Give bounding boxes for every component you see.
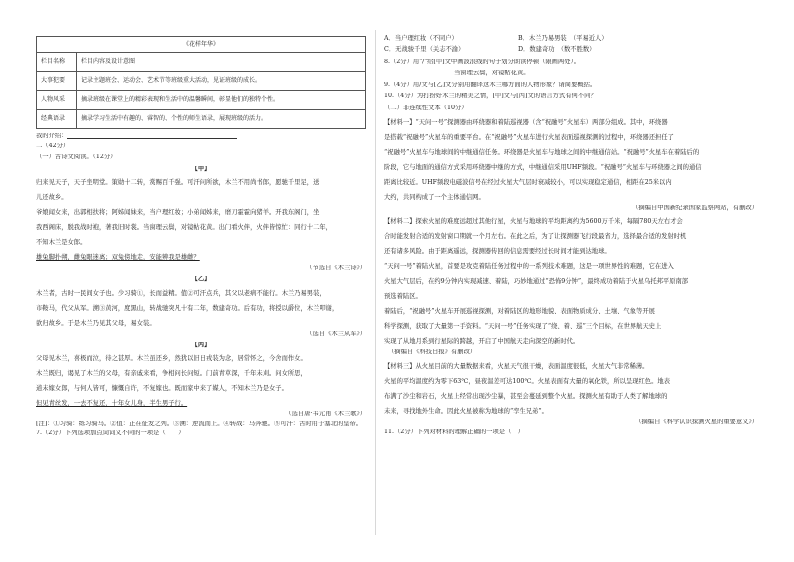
subsection-heading: （二）非连续性文本（10分） — [384, 104, 468, 111]
material-line: 着陆后，“祝融号”火星车开展巡视探测，对着陆区的地形地貌、表面物质成分、土壤、气象等开展 — [384, 308, 655, 316]
material-source: （摘编自《科技日报》有删改） — [388, 349, 477, 356]
passage-jia — [36, 175, 366, 265]
table-row — [37, 110, 366, 129]
section-heading: 二（42分） — [36, 143, 70, 150]
option-a[interactable]: A．当户理红妆（不同户） — [384, 35, 458, 42]
table-cell: 栏目名称 — [37, 53, 77, 72]
material-line: 【材料二】探索火星的难度远超过其他行星，火星与地球的平均距离约为5600万千米，每隔780天左右才会 — [384, 218, 683, 226]
material-line: 阶段，它与地面的通信方式采用环绕器中继的方式，中继通信采用UHF频段。“祝融号”火星车与环绕器之间的通信 — [384, 164, 702, 172]
option-d[interactable]: D．数建奇功 （数不胜数） — [518, 46, 596, 54]
passage-line: 道未嫁女郎，与何人皆可，慷慨自许，不复嫁也。既而家中来了媒人，不知木兰乃是女子。 — [36, 385, 288, 393]
material-line: 还有诸多风险。由于距离遥远，探测器传回的信息需要经过长时间才能到达地球。 — [384, 248, 611, 256]
option-b[interactable]: B．木兰乃易男装 （平易近人） — [518, 35, 608, 42]
option-c[interactable]: C．无战骏千里（关志不渝） — [384, 46, 465, 54]
table-cell: 栏目内容及设计意图 — [77, 53, 366, 72]
annotation-note: [注]：①习骑：练习骑马。②值：正在征发之列。③溯：逆流而上。④转战：马奔驰。⑤可汗：古时用于塞北的皇帝。 — [36, 420, 363, 427]
passage-line: 木兰者，古时一民间女子也。少习骑①，长而益精。值②可汗点兵，其父以老病不能行。木兰乃易男装， — [36, 289, 326, 297]
subsection-heading: （一）古诗文阅读。（12分） — [36, 153, 117, 160]
passage-yi — [36, 286, 366, 331]
passage-source: （节选自《木兰诗》） — [306, 265, 366, 272]
passage-yi-title: 【乙】 — [191, 276, 211, 283]
question-9: 9.（4分）用/文与[乙]文分别用翻译这木兰哪方面的人物形象？请简要概括。 — [384, 82, 597, 89]
table-row — [37, 72, 366, 91]
table-title: 《花样年华》 — [37, 37, 366, 53]
material-line: 未来，寻找地外生命。因此火星被称为地球的“孪生兄弟”。 — [384, 407, 548, 415]
material-3 — [384, 359, 758, 419]
passage-line: 我西阁床，脱我战时袍，著我旧时裳。当窗理云鬓，对镜帖花黄。出门看火伴，火伴皆惊忙：同行十二年， — [36, 224, 332, 232]
passage-line: 归来见天子，天子坐明堂。策勋十二转，赏赐百千强。可汗问所欲，木兰不用尚书郎，愿驰千里足，送 — [36, 179, 320, 187]
table-row — [37, 53, 366, 72]
passage-bing — [36, 351, 366, 411]
passage-line: 木兰既归，谒见了木兰的父母，有亲戚来看，争相问长问短。门前青草深，千年未刈。问女所思， — [36, 370, 307, 378]
passage-line: 父母见木兰，喜极而泣，待之甚厚。木兰虽还乡，然犹以旧日戎装为念，居常怀之，今舍而作女。 — [36, 355, 307, 363]
passage-source: （选自《木兰从军》） — [306, 330, 366, 337]
question-10: 10.（4分）为打扮好木兰的精美之情，[甲]文与[丙]文的语言方式有何不同？ — [384, 93, 597, 100]
material-line: 科学探测，获取了大量第一手资料。“天问一号”任务实现了“绕、着、巡”三个目标，在世界航天史上 — [384, 323, 662, 331]
question-7: 7.（2分）下列选项加点词词义不同的一项是（ ） — [36, 429, 185, 436]
material-line: 火星的平均温度约为零下63℃，昼夜温差可达100℃。火星表面有大量的氧化铁，所以呈现红色。地表 — [384, 377, 670, 385]
table-row — [37, 37, 366, 53]
material-line: 合时能发射合适的发射窗口期就一个月左右。在此之后，为了让探测器飞行段最省力，选择最合适的发射时机 — [384, 233, 687, 241]
column-plan-table — [36, 36, 366, 129]
material-line: 布满了沙尘和岩石，火星上经常出现沙尘暴，甚至会蔓延到整个火星。探测火星有助于人类了解地球的 — [384, 392, 668, 400]
material-line: 火星大气层后，在约9分钟内实现减速、着陆，巧妙地通过“恐怖9分钟”，最终成功着陆于火星乌托邦平原南部 — [384, 278, 689, 286]
table-cell: 摘录班级在课堂上的精彩表现和生活中的温馨瞬间，彰显他们的独特个性。 — [77, 91, 366, 110]
material-line: 距离比较近。UHF频段电磁波信号在经过火星大气层时衰减较小，可以实现稳定通信，相距在25米以内 — [384, 179, 672, 187]
passage-line: 但见青丝发，一去不复还，十年女儿身，半生男子行。 — [36, 400, 188, 408]
table-cell: 人物风采 — [37, 91, 77, 110]
material-line: “祝融号”火星车与地球间的中继通信任务。环绕器是火星车与地球之间的中继通信站。“祝融号”火星车在着陆后的 — [384, 149, 700, 157]
passage-source: （选自唐·韦元甫《木兰歌》） — [285, 411, 366, 418]
passage-line: 雄兔脚扑朔，雌兔眼迷离；双兔傍地走，安能辨我是雄雌？ — [36, 254, 200, 262]
passage-line: 欲归故乡。于是木兰乃见其父母，易女装。 — [36, 319, 156, 327]
material-line: 【材料三】从火星目前的大量数据来看，火星天气很干燥，表面温度很低，火星大气非常稀薄。 — [384, 362, 649, 370]
passage-line: 爷娘闻女来，出郭相扶将；阿姊闻妹来，当户理红妆；小弟闻姊来，磨刀霍霍向猪羊。开我东阁门，坐 — [36, 209, 320, 217]
passage-line: 市鞍马，代父从军。溯③黄河，度黑山，转战驰突凡十有二年，数建奇功。后有功，将授以爵位，木兰叩谢， — [36, 304, 339, 312]
material-line: 预选着陆区。 — [384, 293, 422, 301]
passage-line: 儿还故乡。 — [36, 194, 68, 202]
material-line: 大约，共同构成了一个主体通信网。 — [384, 194, 485, 202]
table-row — [37, 91, 366, 110]
table-cell: 摘录学习生活中有趣的、睿智的、个性的师生语录，展现班级的活力。 — [77, 110, 366, 129]
column-divider — [375, 30, 376, 535]
material-line: 【材料一】“天问一号”探测器由环绕器和着陆巡视器（含“祝融号”火星车）两部分组成。其中，环绕器 — [384, 119, 668, 127]
options-row — [384, 36, 758, 42]
my-intro-label: 我的介绍： — [36, 133, 68, 139]
table-cell: 记录主题班会、运动会、艺术节等班级重大活动，见证班级的成长。 — [77, 72, 366, 91]
question-8: 8.（2分）用"/"给[甲]文中画波浪线的句子划分朗读停顿（限画两处）。 — [384, 58, 581, 65]
answer-blank[interactable] — [67, 133, 237, 139]
material-2 — [384, 214, 758, 349]
question-11: 11.（2分）下列对材料的理解正确的一项是（ ） — [384, 428, 524, 435]
table-cell: 经典语录 — [37, 110, 77, 129]
material-line: 实现了从地月系到行星际的跨越，开启了中国航天走向深空的新时代。 — [384, 338, 580, 346]
my-intro-line — [36, 133, 366, 139]
material-source: （摘编自《科学认识探测火星的重要意义》） — [635, 418, 758, 425]
options-row — [384, 47, 758, 53]
question-8-sentence: 当窗理云鬓，对镜帖花黄。 — [454, 69, 530, 76]
passage-bing-title: 【丙】 — [191, 342, 211, 349]
left-column — [36, 36, 366, 436]
right-column — [384, 36, 758, 435]
passage-line: 不知木兰是女郎。 — [36, 239, 87, 247]
material-line: 是搭载“祝融号”火星车的重要平台。在“祝融号”火星车进行火星表面巡视探测的过程中，环绕器还担任了 — [384, 134, 674, 142]
material-1 — [384, 115, 758, 205]
passage-jia-title: 【甲】 — [191, 165, 211, 172]
material-source: （摘编自中国新纪录国家监察网站，有删改） — [632, 205, 758, 212]
material-line: “天问一号”着陆火星，首要是攻克着陆任务过程中的一系列技术难题，这是一项世界性的难题，它在进入 — [384, 263, 674, 271]
table-cell: 大事犯要 — [37, 72, 77, 91]
